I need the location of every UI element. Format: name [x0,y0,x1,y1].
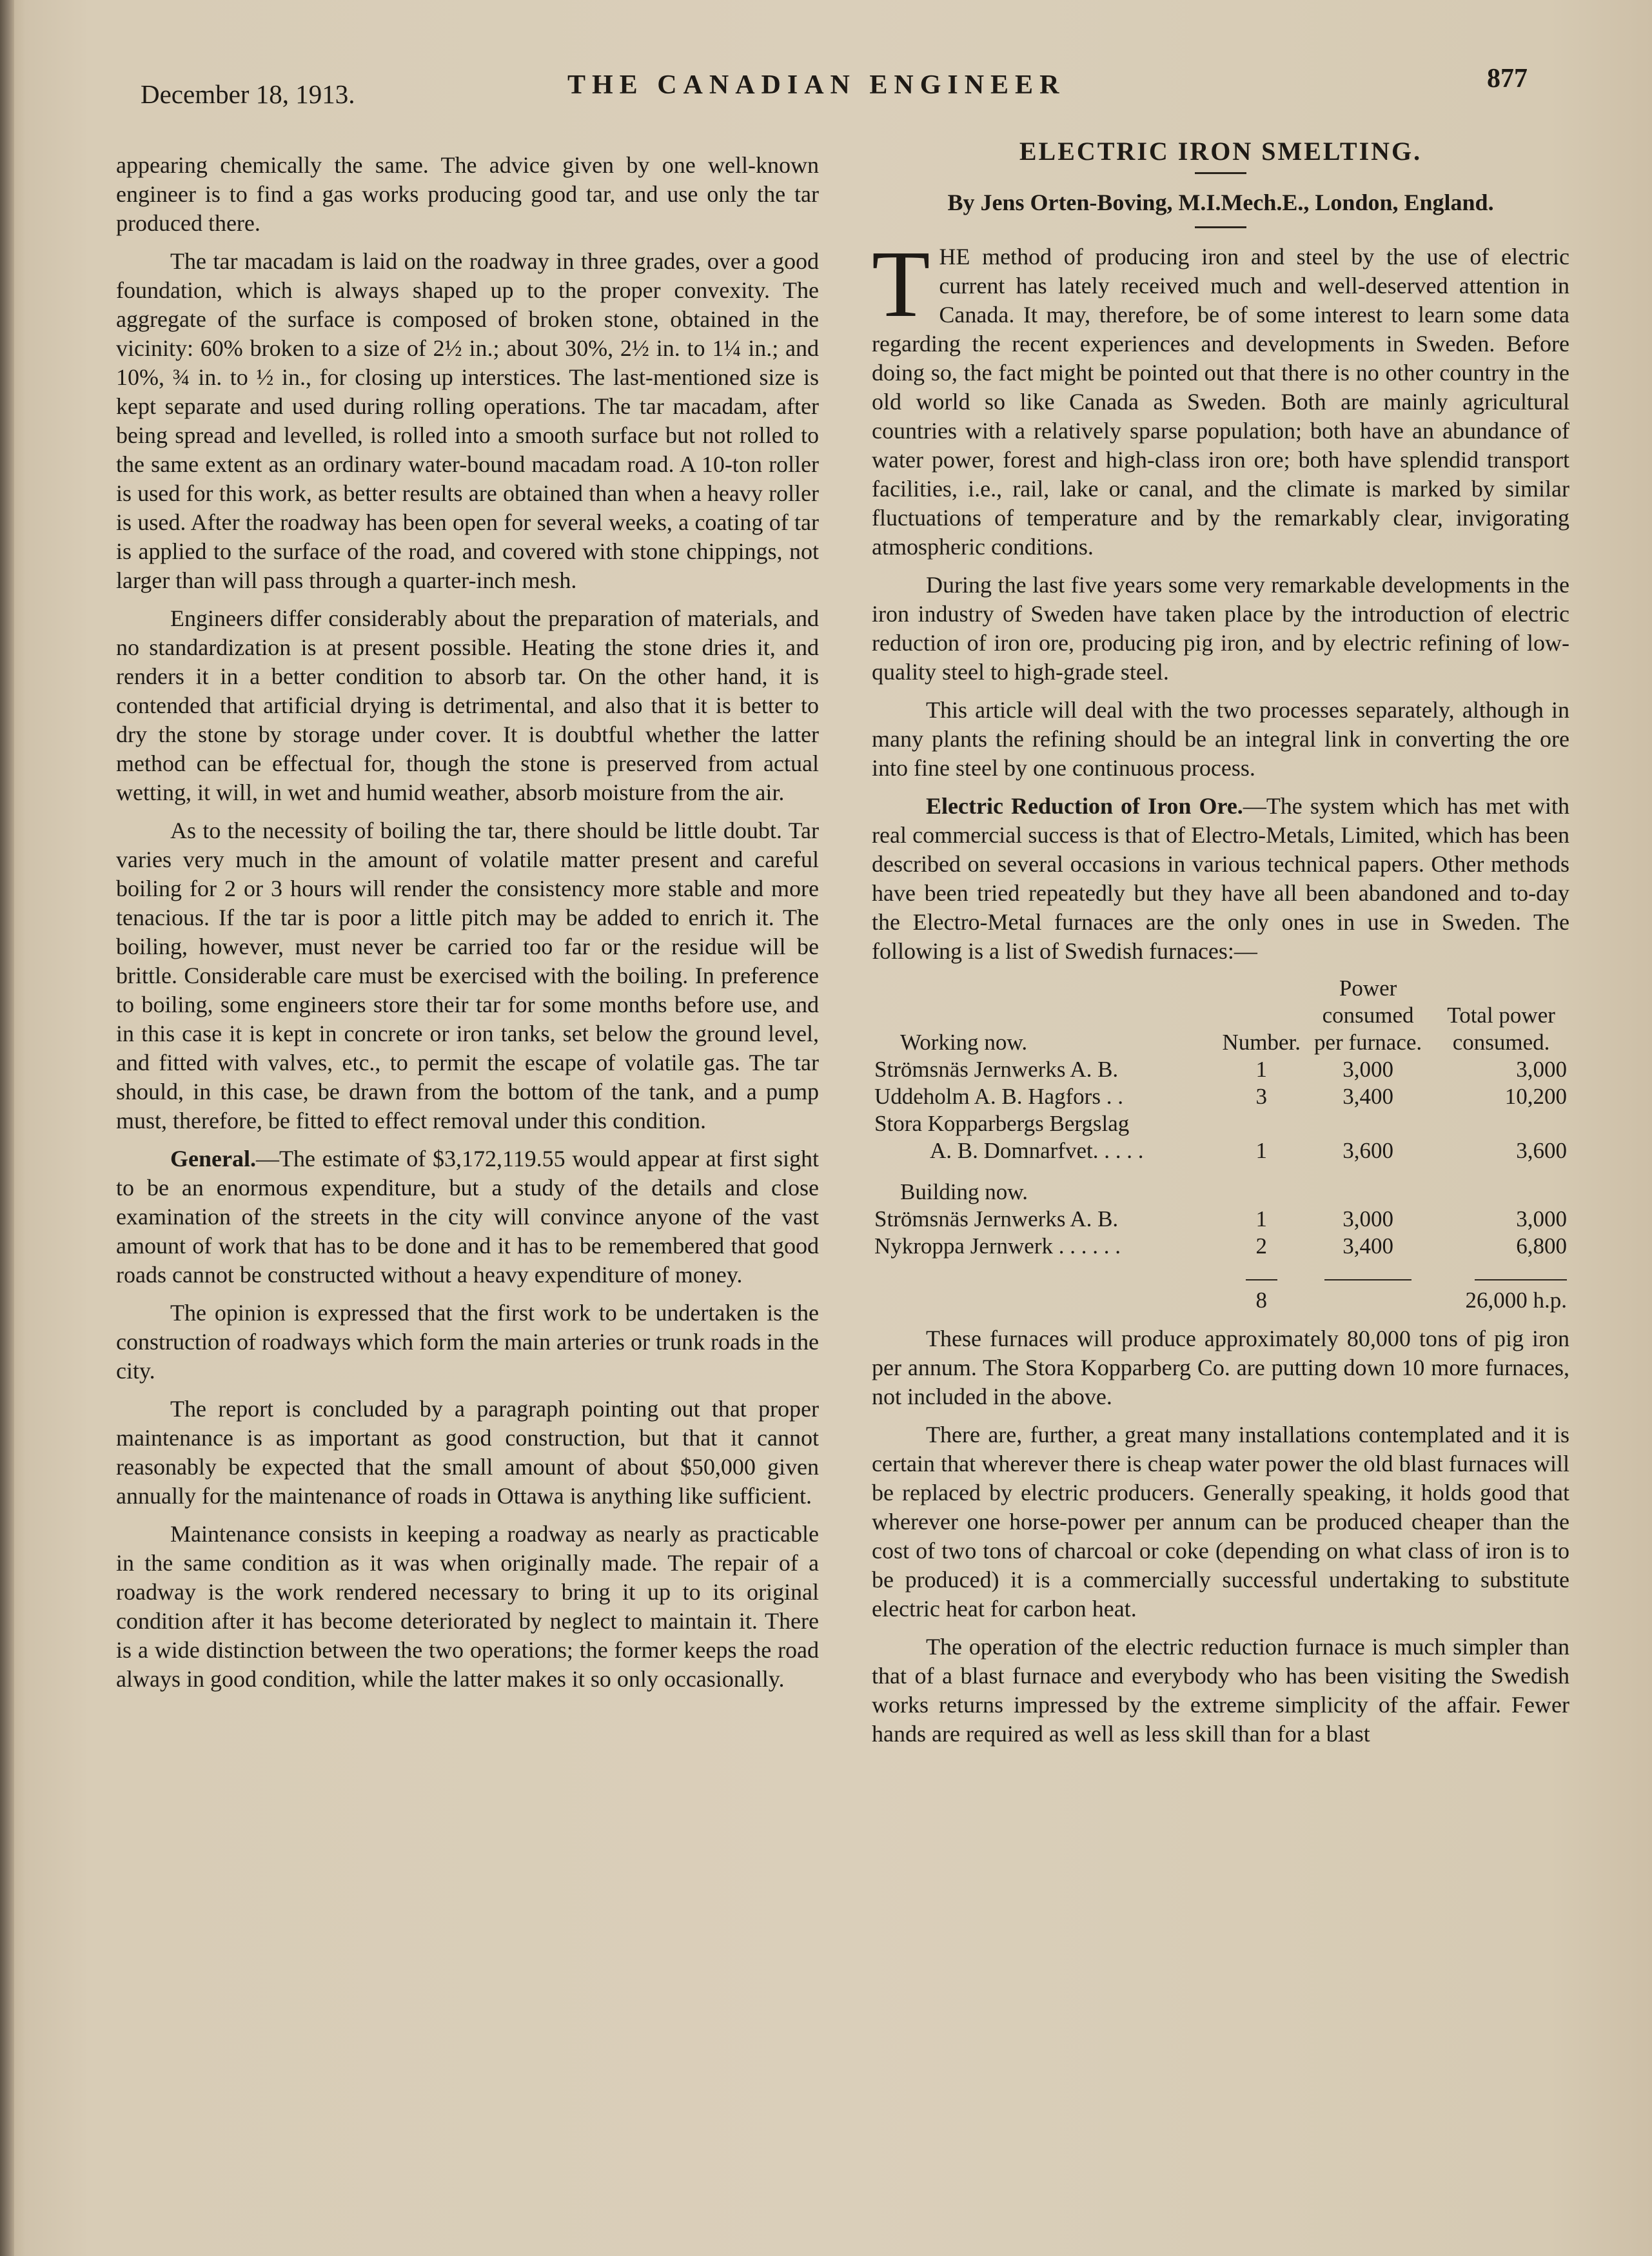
paragraph-operation: The operation of the electric reduction furnace is much simpler than that of a blast furnace and everybody who has been visiting the Swedish works returns impressed by the extreme simplicity of the affair. Fewer hands are required as well as less skill than for a blast [872,1634,1569,1747]
table-row [872,1233,1569,1260]
page-number: 877 [1487,64,1528,93]
cell-number: 3 [1255,1084,1268,1109]
cell-total: 3,000 [1516,1206,1567,1231]
byline-rule [1195,226,1246,228]
table-total-row [872,1287,1569,1314]
cell-power: 3,000 [1342,1206,1393,1231]
cell-power [1303,1110,1433,1137]
table-section-row [872,1164,1569,1206]
runin-heading-general: General. [170,1146,256,1172]
table-rule-row [872,1260,1569,1287]
col-header-number: Number. [1222,1030,1301,1055]
sum-rule-power [1324,1279,1411,1280]
paragraph-tar-macadam: The tar macadam is laid on the roadway in three grades, over a good foundation, which is always shaped up to the proper convexity. The aggregate of the surface is composed of broken stone, obtained in the vicinity: 60% broken to a size of 2½ in.; about 30%, 2½ in. to 1¼ in.; and 10%, ¾ in. to ½ in., for closing up interstices. The last-mentioned size is kept separate and used during rolling operations. The tar macadam, after being spread and levelled, is rolled into a smooth surface but not rolled to the same extent as an ordinary water-bound macadam road. A 10-ton roller is used for this work, as better results are obtained than when a heavy roller is used. After the roadway has been open for several weeks, a coating of tar is applied to the surface of the road, and covered with stone chippings, not larger than will pass through a quarter-inch mesh. [116,248,819,593]
total-power: 26,000 h.p. [1465,1288,1567,1313]
paragraph-continued: appearing chemically the same. The advice given by one well-known engineer is to find a gas works producing good tar, and use only the tar produced there. [116,152,819,236]
cell-name: Strömsnäs Jernwerks A. B. [874,1206,1119,1231]
cell-number [1220,1110,1304,1137]
cell-number: 1 [1255,1138,1268,1163]
furnace-table [872,975,1569,1314]
cell-total: 6,800 [1516,1233,1567,1259]
cell-name: A. B. Domnarfvet. . . . . [930,1138,1144,1163]
intro-text: HE method of producing iron and steel by the use of electric current has lately received much and well-deserved attention in Canada. It may, therefore, be of some interest to learn some data regarding the recent experiences and developments in Sweden. Before doing so, the fact might be pointed out that there is no other country in the old world so like Canada as Sweden. Both are mainly agricultural countries with a relatively sparse population; both have an abundance of water power, forest and high-class iron ore; both have splendid transport facilities, i.e., rail, lake or canal, and the climate is marked by similar fluctuations of temperature and by the remarkably clear, invigorating atmospheric conditions. [872,244,1569,560]
cell-power: 3,400 [1342,1233,1393,1259]
journal-title: THE CANADIAN ENGINEER [567,70,1066,100]
cell-total: 3,600 [1516,1138,1567,1163]
cell-total: 3,000 [1516,1057,1567,1082]
cell-power: 3,600 [1342,1138,1393,1163]
table-row [872,1056,1569,1083]
left-column [116,151,819,1703]
table-row [872,1110,1569,1137]
paragraph-processes: This article will deal with the two processes separately, although in many plants the refining should be an integral link in converting the ore into fine steel by one continuous process. [872,697,1569,781]
cell-name: Uddeholm A. B. Hagfors . . [874,1084,1123,1109]
cell-number: 1 [1255,1206,1268,1231]
binding-gutter [0,0,14,2256]
col-header-total: Total power consumed. [1447,1003,1555,1055]
article-title: ELECTRIC IRON SMELTING. [1019,137,1422,166]
cell-total [1433,1110,1569,1137]
runin-text-reduction: —The system which has met with real commercial success is that of Electro-Metals, Limited, which has been described on several occasions in various technical papers. Other methods have been tried repeatedly but they have all been abandoned and to-day the Electro-Metal furnaces are the only ones in use in Sweden. The following is a list of Swedish furnaces:— [872,793,1570,964]
right-column [872,129,1569,1758]
sum-rule-number [1246,1279,1277,1280]
cell-name: Stora Kopparbergs Bergslag [874,1111,1130,1136]
total-number: 8 [1255,1288,1268,1313]
paragraph-engineers-differ: Engineers differ considerably about the preparation of materials, and no standardization is at present possible. Heating the stone dries it, and renders it in a better condition to absorb tar. On the other hand, it is contended that artificial drying is detrimental, and also that it is better to dry the stone by storage under cover. It is doubtful whether the latter method can be effectual for, though the stone is preserved from actual wetting, it will, in wet and humid weather, absorb moisture from the air. [116,605,819,805]
paragraph-general [116,1144,819,1290]
title-rule [1195,172,1246,174]
cell-power: 3,000 [1342,1057,1393,1082]
paragraph-installations: There are, further, a great many installations contemplated and it is certain that wherever there is cheap water power the old blast furnaces will be replaced by electric producers. Generally speaking, it holds good that wherever one horse-power per annum can be produced cheaper than the cost of two tons of charcoal or coke (depending on what class of iron is to be produced) it is a commercially successful undertaking to substitute electric heat for carbon heat. [872,1422,1569,1622]
paragraph-maintenance: Maintenance consists in keeping a roadway as nearly as practicable in the same condition as it was when originally made. The repair of a roadway is the work rendered necessary to bring it up to its original condition after it has become deteriorated by neglect to maintain it. There is a wide distinction between the two operations; the former keeps the road always in good condition, while the latter makes it so only occasionally. [116,1521,819,1692]
paragraph-reduction [872,792,1569,966]
table-row [872,1137,1569,1164]
col-header-power: Power consumed per furnace. [1314,976,1422,1055]
cell-name: Nykroppa Jernwerk . . . . . . [874,1233,1121,1259]
cell-power: 3,400 [1342,1084,1393,1109]
cell-total: 10,200 [1504,1084,1567,1109]
drop-cap: T [872,231,930,337]
table-header-row [872,975,1569,1056]
article-byline: By Jens Orten-Boving, M.I.Mech.E., London, England. [947,190,1494,215]
paragraph-intro [872,231,1569,562]
table-row [872,1083,1569,1110]
table-row [872,1206,1569,1233]
paragraph-report: The report is concluded by a paragraph pointing out that proper maintenance is as important as good construction, but that it cannot reasonably be expected that the small amount of about $50,000 given annually for the maintenance of roads in Ottawa is anything like sufficient. [116,1396,819,1509]
paragraph-production: These furnaces will produce approximately 80,000 tons of pig iron per annum. The Stora Kopparberg Co. are putting down 10 more furnaces, not included in the above. [872,1326,1569,1409]
issue-date: December 18, 1913. [141,79,355,109]
cell-number: 1 [1255,1057,1268,1082]
paragraph-developments: During the last five years some very remarkable developments in the iron industry of Sweden have taken place by the introduction of electric reduction of iron ore, producing pig iron, and by electric refining of low-quality steel to high-grade steel. [872,572,1569,685]
cell-name: Strömsnäs Jernwerks A. B. [874,1057,1119,1082]
runin-heading-reduction: Electric Reduction of Iron Ore. [926,793,1243,819]
section-building-label: Building now. [900,1179,1028,1204]
cell-number: 2 [1255,1233,1268,1259]
paragraph-opinion: The opinion is expressed that the first work to be undertaken is the construction of roadways which form the main arteries or trunk roads in the city. [116,1300,819,1384]
sum-rule-total [1475,1279,1567,1280]
paragraph-boiling-tar: As to the necessity of boiling the tar, there should be little doubt. Tar varies very much in the amount of volatile matter present and careful boiling for 2 or 3 hours will render the consistency more stable and more tenacious. If the tar is poor a little pitch may be added to enrich it. The boiling, however, must never be carried too far or the residue will be brittle. Considerable care must be exercised with the boiling. In preference to boiling, some engineers store their tar for some months before use, and in this case it is kept in concrete or iron tanks, set below the ground level, and fitted with valves, etc., to permit the escape of volatile gas. The tar should, in this case, be drawn from the bottom of the tank, and a pump must, therefore, be fitted to effect removal under this condition. [116,818,819,1133]
runin-text-general: —The estimate of $3,172,119.55 would appear at first sight to be an enormous expenditure, but a study of the details and close examination of the streets in the city will convince anyone of the vast amount of work that has to be done and it has to be remembered that good roads cannot be constructed without a heavy expenditure of money. [116,1146,819,1288]
col-header-name: Working now. [900,1030,1028,1055]
